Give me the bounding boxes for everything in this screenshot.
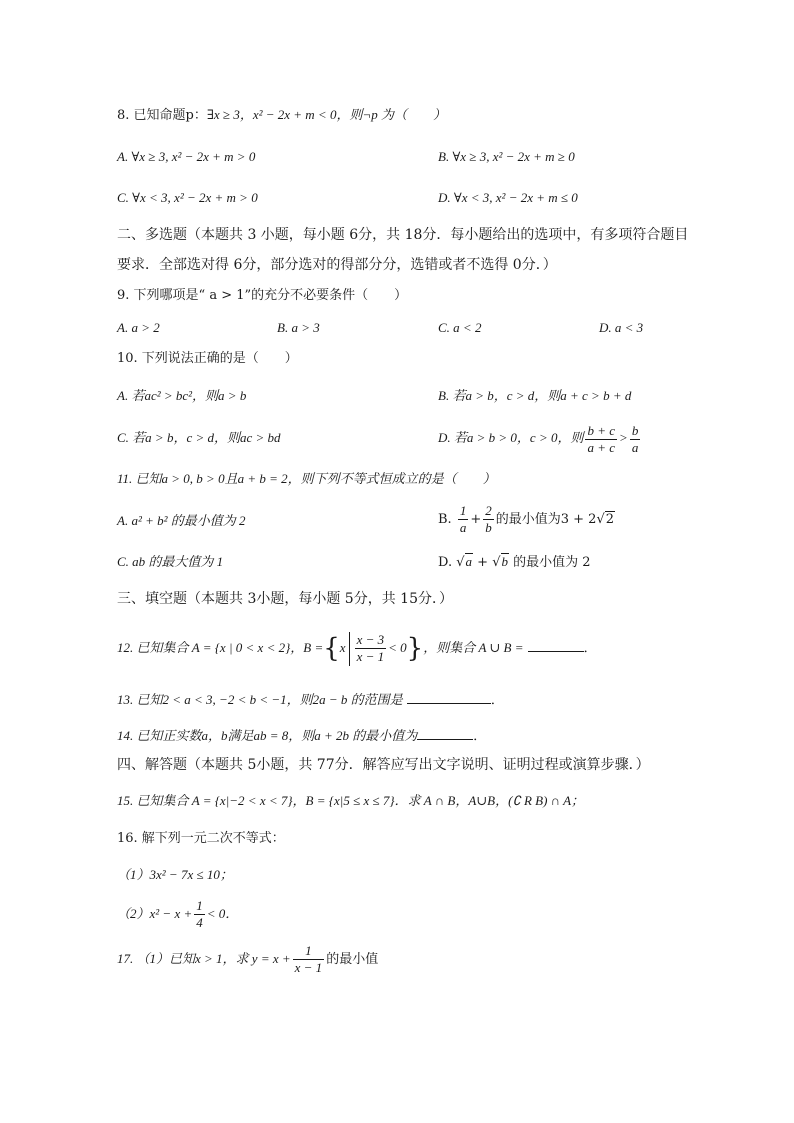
q11-d-a: a (465, 554, 473, 569)
q11-b-n1: 1 (459, 503, 467, 518)
q11-b-suffix: 的最小值为3 + 2 (495, 512, 597, 527)
q16-p2-num: 1 (196, 898, 203, 913)
q10-stem: 10. 下列说法正确的是（ ） (117, 351, 298, 366)
q10-d-den2: a (631, 439, 639, 455)
q8-option-a: A. ∀x ≥ 3, x² − 2x + m > 0 (117, 149, 256, 164)
q10-option-c: C. 若a > b，c > d，则ac > bd (117, 430, 281, 445)
q8-stem: 8. 已知命题p： (117, 108, 207, 123)
q8-stem-line (117, 106, 446, 125)
q12-var: x (339, 640, 346, 655)
section-2-line1: 二、多选题（本题共 3 小题，每小题 6分，共 18分．每小题给出的选项中，有多项符合题目 (117, 227, 689, 243)
q11-option-a: A. a² + b² 的最小值为 2 (117, 513, 246, 528)
q11-option-d (438, 553, 591, 572)
q14-line (117, 725, 486, 746)
q13-end: ． (490, 693, 504, 708)
q17-prefix: 17. （1）已知x > 1，求 y = x + (117, 951, 291, 966)
q11-stem: 11. 已知a > 0, b > 0且a + b = 2，则下列不等式恒成立的是（ ） (117, 471, 496, 486)
q17-num: 1 (293, 943, 325, 960)
q13-text: 13. 已知2 < a < 3, −2 < b < −1，则2a − b 的范围是 (117, 692, 403, 707)
sqrt-icon: √ (456, 555, 465, 570)
section-3-title: 三、填空题（本题共 3小题，每小题 5分，共 15分．） (117, 591, 453, 607)
q12-den: x − 1 (356, 649, 385, 664)
q10-d-fraction-right (630, 423, 641, 456)
q11-d-suffix: 的最小值为 2 (509, 555, 591, 570)
q17-line (117, 941, 378, 978)
section-4-title: 四、解答题（本题共 5小题，共 77分．解答应写出文字说明、证明过程或演算步骤．） (117, 757, 650, 773)
q11-option-b (438, 502, 615, 538)
q17-fraction (293, 943, 325, 976)
q10-d-prefix: D. 若a > b > 0，c > 0，则 (438, 430, 584, 445)
q11-option-c: C. ab 的最大值为 1 (117, 554, 224, 569)
q9-option-b: B. a > 3 (277, 320, 320, 335)
q16-p2-suffix: < 0． (206, 906, 239, 921)
sqrt-icon: √ (492, 555, 501, 570)
q11-b-d1: a (459, 520, 467, 535)
q10-d-fraction-left (585, 423, 617, 456)
q16-part1: （1）3x² − 7x ≤ 10； (117, 867, 233, 882)
sqrt-icon: √ (596, 512, 605, 527)
q17-den: x − 1 (294, 960, 323, 975)
q12-answer-blank[interactable] (528, 637, 584, 652)
q12-suffix: ，则集合 A ∪ B = (423, 640, 524, 655)
q8-expr: ∃x ≥ 3，x² − 2x + m < 0，则¬p 为（ ） (206, 107, 446, 122)
q12-prefix: 12. 已知集合 A = {x | 0 < x < 2}，B = (117, 640, 324, 655)
q9-option-c: C. a < 2 (438, 320, 482, 335)
q16-part2 (117, 896, 238, 933)
q12-right-brace: } (406, 633, 424, 664)
q12-left-brace: { (323, 633, 340, 664)
q10-d-op: > (619, 430, 628, 445)
q11-b-prefix: B. (438, 512, 452, 527)
q10-d-den1: a + c (587, 439, 616, 455)
q10-option-a: A. 若ac² > bc²，则a > b (117, 388, 247, 403)
q12-num: x − 3 (356, 632, 385, 647)
q10-d-num1: b + c (587, 422, 616, 438)
q11-b-n2: 2 (485, 503, 492, 518)
q9-stem: 9. 下列哪项是“ a > 1”的充分不必要条件（ ） (117, 288, 408, 303)
q16-p2-prefix: （2）x² − x + (117, 906, 193, 921)
q11-d-prefix: D. (438, 555, 453, 570)
q14-end: ． (473, 729, 487, 744)
q10-option-d (438, 420, 642, 456)
q12-line (117, 628, 597, 669)
q12-lt: < 0 (388, 640, 407, 655)
q14-text: 14. 已知正实数a，b满足ab = 8，则a + 2b 的最小值为 (117, 728, 418, 743)
q12-fraction (355, 632, 387, 665)
q11-b-frac2 (483, 503, 494, 536)
q11-b-radicand: 2 (605, 512, 615, 527)
q17-suffix: 的最小值 (326, 952, 379, 967)
q15-text: 15. 已知集合 A = {x|−2 < x < 7}，B = {x|5 ≤ x ≤ 7}．求 A ∩ B，A∪B，(∁ R B) ∩ A； (117, 793, 585, 808)
q11-b-d2: b (485, 520, 492, 535)
q11-d-plus: + (473, 555, 493, 570)
q13-line (117, 689, 504, 710)
q12-end: ． (583, 641, 597, 656)
q11-b-plus: + (470, 512, 482, 527)
q16-p2-den: 4 (196, 915, 203, 930)
q12-divider (349, 632, 350, 666)
q10-d-num2: b (631, 422, 639, 438)
q8-option-b: B. ∀x ≥ 3, x² − 2x + m ≥ 0 (438, 149, 575, 164)
q8-option-d: D. ∀x < 3, x² − 2x + m ≤ 0 (438, 190, 578, 205)
q11-b-frac1 (458, 503, 469, 536)
q13-answer-blank[interactable] (407, 689, 491, 704)
q16-stem: 16. 解下列一元二次不等式： (117, 831, 285, 846)
q16-p2-fraction (194, 898, 205, 931)
q9-option-d: D. a < 3 (599, 320, 644, 335)
q9-option-a: A. a > 2 (117, 320, 160, 335)
q8-option-c: C. ∀x < 3, x² − 2x + m > 0 (117, 190, 258, 205)
q14-answer-blank[interactable] (417, 725, 473, 740)
q11-d-b: b (501, 554, 508, 569)
q10-option-b: B. 若a > b，c > d，则a + c > b + d (438, 388, 632, 403)
section-2-line2: 要求．全部选对得 6分，部分选对的得部分分，选错或者不选得 0分．） (117, 257, 557, 273)
